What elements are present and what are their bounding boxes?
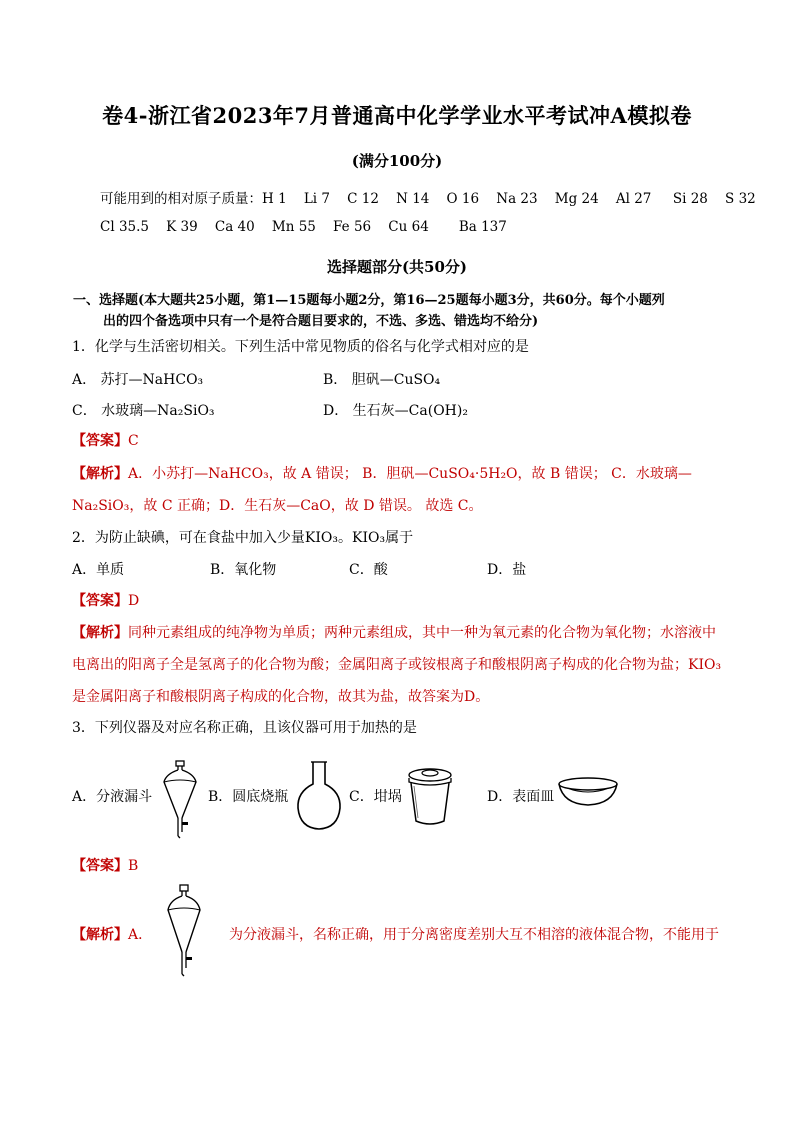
q2-stem: 2．为防止缺碘，可在食盐中加入少量KIO₃。KIO₃属于	[72, 530, 414, 546]
q2-option-c: C．酸	[349, 562, 388, 578]
separatory-funnel-icon	[158, 760, 202, 840]
crucible-icon	[404, 766, 456, 828]
answer-value: D	[128, 593, 140, 609]
atomic-masses-line-1: 可能用到的相对原子质量：H 1 Li 7 C 12 N 14 O 16 Na 23 Mg 24 Al 27 Si 28 S 32	[100, 191, 756, 207]
q3-answer	[72, 855, 138, 875]
q3-option-a: A．分液漏斗	[72, 789, 153, 805]
q1-stem: 1．化学与生活密切相关。下列生活中常见物质的俗名与化学式相对应的是	[72, 339, 529, 355]
analysis-label: 【解析】	[72, 466, 128, 482]
q1-answer	[72, 430, 139, 450]
round-bottom-flask-icon	[294, 760, 344, 832]
analysis-text: A．小苏打—NaHCO₃，故 A 错误； B．胆矾—CuSO₄·5H₂O，故 B 错误； C．水玻璃—	[128, 466, 692, 482]
separatory-funnel-icon	[162, 884, 206, 978]
instructions-line-2: 出的四个备选项中只有一个是符合题目要求的，不选、多选、错选均不给分)	[103, 314, 539, 329]
q2-answer	[72, 590, 139, 610]
instructions-line-1: 一、选择题(本大题共25小题，第1—15题每小题2分，第16—25题每小题3分，共60分。每个小题列	[73, 293, 665, 308]
q3-option-c: C．坩埚	[349, 789, 402, 805]
q3-analysis-text: 为分液漏斗，名称正确，用于分离密度差别大互不相溶的液体混合物，不能用于	[229, 927, 719, 943]
analysis-label: 【解析】	[72, 625, 128, 641]
q2-option-b: B．氧化物	[210, 562, 277, 578]
q1-analysis-line-2: Na₂SiO₃，故 C 正确；D．生石灰—CaO，故 D 错误。 故选 C。	[72, 498, 483, 514]
analysis-label: 【解析】	[72, 927, 128, 943]
q2-analysis-line-2: 电离出的阳离子全是氢离子的化合物为酸；金属阳离子或铵根离子和酸根阴离子构成的化合物为盐；KIO₃	[72, 657, 722, 673]
section-title: 选择题部分(共50分)	[326, 258, 468, 276]
q2-option-d: D．盐	[487, 562, 527, 578]
watch-glass-icon	[557, 776, 619, 808]
page-subtitle: (满分100分)	[351, 152, 443, 170]
analysis-option-a: A．	[128, 927, 153, 943]
q2-analysis-line-3: 是金属阳离子和酸根阴离子构成的化合物，故其为盐，故答案为D。	[72, 689, 490, 705]
q1-option-d: D． 生石灰—Ca(OH)₂	[323, 403, 468, 419]
answer-label: 【答案】	[72, 593, 128, 609]
q2-option-a: A．单质	[72, 562, 125, 578]
answer-label: 【答案】	[72, 433, 128, 449]
q2-analysis-line-1	[72, 622, 716, 642]
analysis-text: 同种元素组成的纯净物为单质；两种元素组成，其中一种为氧元素的化合物为氧化物；水溶液中	[128, 625, 716, 641]
q3-option-d: D．表面皿	[487, 789, 555, 805]
q3-stem: 3．下列仪器及对应名称正确，且该仪器可用于加热的是	[72, 720, 417, 736]
q1-option-a: A． 苏打—NaHCO₃	[72, 372, 204, 388]
q1-option-b: B． 胆矾—CuSO₄	[323, 372, 441, 388]
page-title: 卷4-浙江省2023年7月普通高中化学学业水平考试冲A模拟卷	[102, 103, 692, 128]
q3-option-b: B．圆底烧瓶	[208, 789, 289, 805]
answer-value: C	[128, 433, 139, 449]
q3-analysis-label-row	[72, 924, 152, 944]
atomic-masses-line-2: Cl 35.5 K 39 Ca 40 Mn 55 Fe 56 Cu 64 Ba 137	[100, 219, 507, 235]
answer-label: 【答案】	[72, 858, 128, 874]
q1-analysis-line-1	[72, 463, 692, 483]
answer-value: B	[128, 858, 139, 874]
q1-option-c: C． 水玻璃—Na₂SiO₃	[72, 403, 215, 419]
